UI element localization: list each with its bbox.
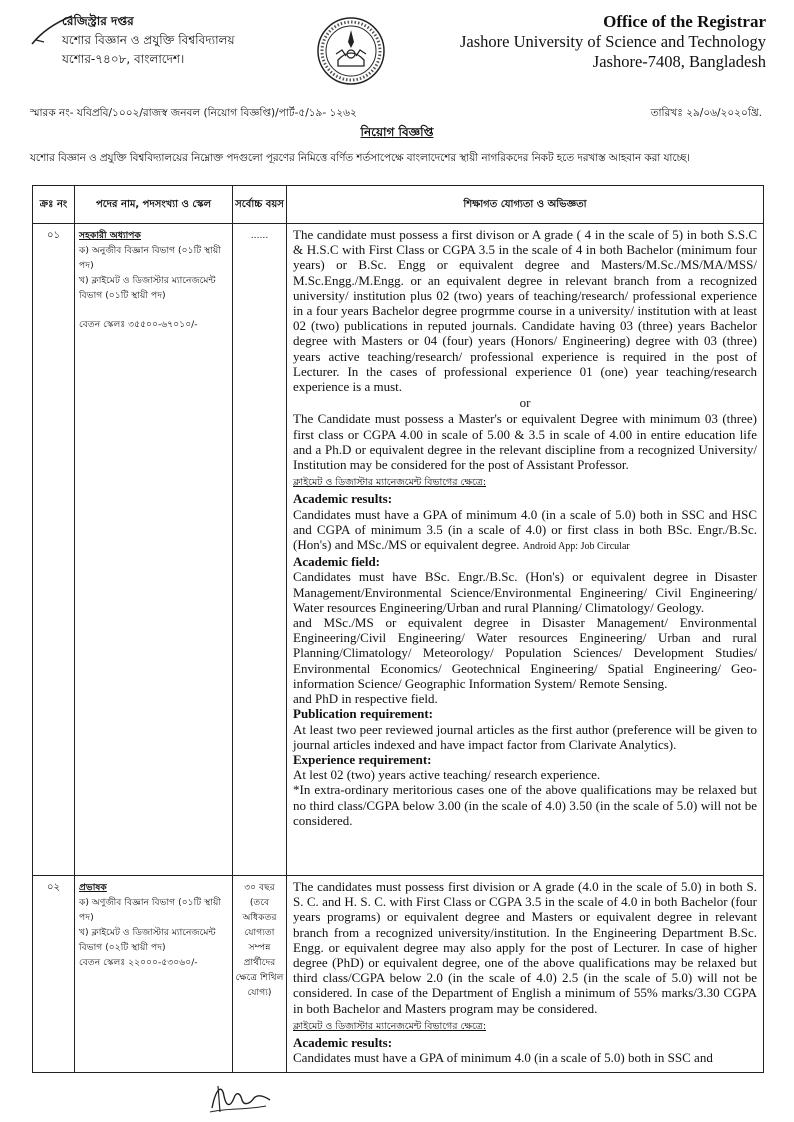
col-header-age: সর্বোচ্চ বয়স [233, 186, 287, 224]
row-1-para-1: The candidate must possess a first divison or A grade ( 4 in the scale of 5) in both S.S.C & H.S.C with First Class or CGPA 3.5 in the scale of 4 in both Bachelor (minimum four years) or B.Sc. Engg or equivalent degree and Masters/M.Sc./MS/MA/MSS/ M.Sc.Engg./M.Engg. or an equivalent degree in relevant branch from a recognized university/ institution plus 02 (two) years of teaching/research/ professional experience in a four years Bachelor degree progrmme course in a university/ institution with at least 02 (two) publications in reputed journals. Candidate having 03 (three) years Bachelor degree with Masters or 04 (four) years (Honors/ Engineering) degree with 03 (three) years active teaching/research/ professional experience is required in the post of Lecturer. In the cases of professional experience 01 (one) year teaching/research experience is a must. [293, 227, 757, 395]
row-1-experience-heading: Experience requirement: [293, 751, 432, 767]
row-2-post-line-b: খ) ক্লাইমেট ও ডিজাস্টার ম্যানেজমেন্ট বিভাগ (০২টি স্থায়ী পদ) [79, 927, 216, 953]
row-1-qualification [287, 224, 764, 876]
notice-title [0, 124, 794, 144]
intro-paragraph: যশোর বিজ্ঞান ও প্রযুক্তি বিশ্ববিদ্যালয়ের নিম্নোক্ত পদগুলো পূরণের নিমিত্তে বর্ণিত শর্তসাপেক্ষে বাংলাদেশের স্থায়ী নাগরিকদের নিকট হতে দরখাস্ত আহবান করা যাচ্ছে। [30, 152, 690, 164]
table-row [33, 876, 764, 1073]
row-1-post-title: সহকারী অধ্যাপক [79, 230, 141, 241]
notice-title-text: নিয়োগ বিজ্ঞপ্তি [360, 125, 434, 139]
row-1-watermark-text: Android App: Job Circular [522, 541, 630, 553]
university-name: Jashore University of Science and Technology [460, 32, 766, 51]
row-1-academic-field-heading: Academic field: [293, 554, 381, 570]
recruitment-table [32, 185, 764, 1073]
row-1-experience-1: At lest 02 (two) years active teaching/ research experience. [293, 767, 601, 783]
header-left-line-1: রেজিস্ট্রার দপ্তর [62, 14, 134, 28]
col-header-post: পদের নাম, পদসংখ্যা ও স্কেল [75, 186, 233, 224]
row-1-post-line-a: ক) অনুজীব বিজ্ঞান বিভাগ (০১টি স্থায়ী পদ) [79, 245, 221, 271]
row-2-number: ০২ [33, 876, 75, 1073]
row-2-post [75, 876, 233, 1073]
row-1-academic-results [293, 507, 757, 555]
row-1-pay-scale: বেতন স্কেলঃ ৩৫৫০০-৬৭০১০/- [79, 319, 198, 330]
row-2-post-line-a: ক) অণুজীব বিজ্ঞান বিভাগ (০১টি স্থায়ী পদ) [79, 897, 221, 923]
office-title: Office of the Registrar [603, 12, 766, 31]
row-2-para-1: The candidates must possess first division or A grade (4.0 in the scale of 5.0) in both S. S. C. and H. S. C. with First Class or CGPA 3.5 in the scale of 4.0 in both Bachelor (four years programs) or equivalent degree and Masters or equivalent degree in relevant branch from a recognized university/institution. In the Engineering Department B.Sc. Engg. or equivalent degree may also apply for the post of Lecturer. In case of higher degree (PhD) or equivalent degree, one of the above qualifications may be relaxed but third class/CGPA below 2.0 (in the scale of 4.0) 2.5 (in the scale of 5.0) will not be considered. In case of the Department of English a minimum of 55% marks/3.30 CGPA in both Bachelor and Masters program may be considered. [293, 879, 757, 1016]
row-1-academic-field-3: and PhD in respective field. [293, 691, 438, 707]
row-2-post-title: প্রভাষক [79, 882, 107, 893]
row-2-qualification [287, 876, 764, 1073]
registrar-office-english [460, 12, 766, 72]
row-1-academic-field-1: Candidates must have BSc. Engr./B.Sc. (Hon's) or equivalent degree in Disaster Management/Environmental Science/Environmental Engineering/ Civil Engineering/ Water resources Engineering/Urban and rural Planning/ Climatology/ Geology. [293, 569, 757, 615]
row-1-academic-results-text: Candidates must have a GPA of minimum 4.0 (in a scale of 5.0) both in SSC and HSC and CGPA of minimum 3.5 (in a scale of 4.0) or first class in both BSc. Engr./B.Sc. (Hon's) and MSc./MS or equivalent degree. [293, 506, 757, 553]
table-row [33, 224, 764, 876]
university-seal-logo [316, 16, 386, 86]
row-1-cdm-heading: ক্লাইমেট ও ডিজাস্টার ম্যানেজমেন্ট বিভাগের ক্ষেত্রে: [293, 477, 487, 489]
notice-date: তারিখঃ ২৯/০৬/২০২০খ্রি. [650, 107, 762, 119]
row-2-age: ৩০ বছর (তবে অধিকতর যোগ্যতা সম্পন্ন প্রার্থীদের ক্ষেত্রে শিথিল যোগ্য) [233, 876, 287, 1073]
row-1-or: or [519, 395, 531, 411]
row-1-academic-results-heading: Academic results: [293, 491, 393, 507]
row-2-academic-results-heading: Academic results: [293, 1035, 393, 1051]
col-header-serial: ক্রঃ নং [33, 186, 75, 224]
header-left-line-3: যশোর-৭৪০৮, বাংলাদেশ। [62, 52, 185, 66]
row-2-cdm-heading: ক্লাইমেট ও ডিজাস্টার ম্যানেজমেন্ট বিভাগের ক্ষেত্রে: [293, 1020, 487, 1032]
registrar-office-bangla [62, 12, 235, 69]
row-1-number: ০১ [33, 224, 75, 876]
row-1-post-line-b: খ) ক্লাইমেট ও ডিজাস্টার ম্যানেজমেন্ট বিভাগ (০১টি স্থায়ী পদ) [79, 275, 216, 301]
memo-number: স্মারক নং- যবিপ্রবি/১০০২/রাজস্ব জনবল (নিয়োগ বিজ্ঞপ্তি)/পার্ট-৫/১৯- ১২৬২ [30, 107, 357, 119]
signature [206, 1078, 276, 1116]
row-1-para-2: The Candidate must possess a Master's or equivalent Degree with minimum 03 (three) first class or CGPA 4.00 in scale of 5.00 & 3.5 in scale of 4.00 in entire education life and a Ph.D or equivalent degree in the relevant discipline from a recognized University/ Institution may be considered for the post of Assistant Professor. [293, 411, 757, 473]
row-1-post [75, 224, 233, 876]
header-left-line-2: যশোর বিজ্ঞান ও প্রযুক্তি বিশ্ববিদ্যালয় [62, 33, 235, 47]
row-1-age: ...... [233, 224, 287, 876]
university-address: Jashore-7408, Bangladesh [592, 52, 766, 71]
col-header-qualification: শিক্ষাগত যোগ্যতা ও অভিজ্ঞতা [287, 186, 764, 224]
row-2-academic-results: Candidates must have a GPA of minimum 4.0 (in a scale of 5.0) both in SSC and [293, 1050, 713, 1066]
row-1-publication: At least two peer reviewed journal articles as the first author (preference will be given to journal articles indexed and have impact factor from Clarivate Analytics). [293, 721, 757, 752]
row-1-academic-field-2: and MSc./MS or equivalent degree in Disaster Management/ Environmental Engineering/Civil Engineering/ Water resources Engineering/ Urban and rural Planning/Climatology/ Meteorology/ Population Sciences/ Development Studies/ Environmental Economics/ Geotechnical Engineering/ Spatial Engineering/ Geo-information Science/ Geographic Information System/ Remote Sensing. [293, 615, 757, 691]
table-header-row [33, 186, 764, 224]
row-1-experience-2: *In extra-ordinary meritorious cases one of the above qualifications may be relaxed but no third class/CGPA below 3.00 (in the scale of 4.0) 3.50 (in the scale of 5.0) will not be considered. [293, 782, 757, 828]
row-1-publication-heading: Publication requirement: [293, 706, 433, 722]
row-2-pay-scale: বেতন স্কেলঃ ২২০০০-৫৩০৬০/- [79, 957, 198, 968]
